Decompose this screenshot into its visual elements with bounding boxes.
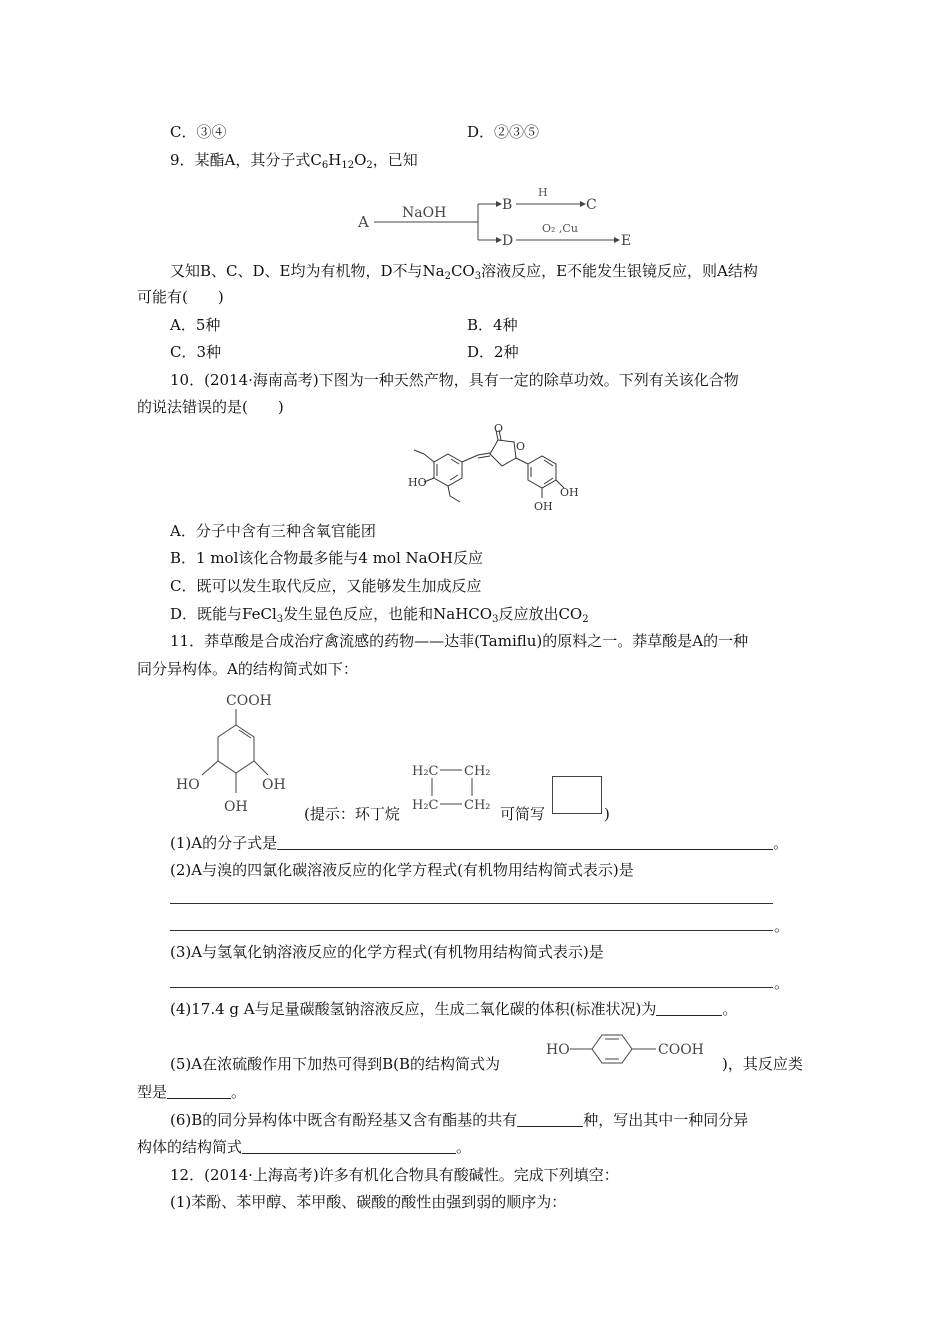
cyclobutane-structure xyxy=(410,758,500,820)
q11-part-2: (2)A与溴的四氯化碳溶液反应的化学方程式(有机物用结构简式表示)是 xyxy=(170,861,634,879)
q11-stem-1: 11．莽草酸是合成治疗禽流感的药物——达菲(Tamiflu)的原料之一。莽草酸是A的一种 xyxy=(170,632,749,650)
q10-option-d: D．既能与FeCl$_3$发生显色反应，也能和NaHCO$_3$反应放出$CO_2$ xyxy=(170,605,589,625)
q9-option-a: A．5种 xyxy=(170,316,221,334)
q11-part-6-c: 构体的结构简式 。 xyxy=(137,1138,472,1156)
b-cooh-label: COOH xyxy=(658,1042,704,1058)
q11-stem-2: 同分异构体。A的结构简式如下： xyxy=(137,660,358,678)
cyclo-bottom-left: H₂C xyxy=(412,798,439,813)
q9-text3: 可能有( ) xyxy=(137,288,224,306)
q11-part-5-a: (5)A在浓硫酸作用下加热可得到B(B的结构简式为 xyxy=(170,1055,500,1073)
q9-option-c: C．3种 xyxy=(170,343,222,361)
reaction-scheme xyxy=(350,180,650,252)
bottom-oh-label: OH xyxy=(534,500,553,513)
square-shorthand xyxy=(552,776,602,814)
scheme-o2cu: O₂ ,Cu xyxy=(542,222,578,235)
oh-right-label: OH xyxy=(262,777,286,793)
compound-b-structure xyxy=(544,1031,722,1067)
q9-text2: 又知B、C、D、E均为有机物，D不与$Na_2CO_3$溶液反应，E不能发生银镜反应，则A结构 xyxy=(170,262,758,282)
lactone-carbonyl-o: O xyxy=(494,422,504,435)
hint-text-a: (提示：环丁烷 xyxy=(304,805,400,823)
q11-part-5-c: 型是 。 xyxy=(137,1083,247,1101)
scheme-c: C xyxy=(586,197,597,213)
answer-line xyxy=(170,903,773,904)
scheme-a: A xyxy=(358,213,369,231)
compound-a-structure xyxy=(170,685,300,820)
q11-part-1: (1)A的分子式是 。 xyxy=(170,834,789,852)
cyclo-top-left: H₂C xyxy=(412,764,439,779)
cyclo-bottom-right: CH₂ xyxy=(464,798,491,813)
scheme-d: D xyxy=(502,233,514,249)
scheme-h: H xyxy=(538,186,548,199)
answer-line xyxy=(170,930,773,931)
q8-option-d: D．②③⑤ xyxy=(467,123,540,141)
q11-part-4: (4)17.4 g A与足量碳酸氢钠溶液反应，生成二氧化碳的体积(标准状况)为 。 xyxy=(170,1000,738,1018)
cyclo-top-right: CH₂ xyxy=(464,764,491,779)
q12-part-1: (1)苯酚、苯甲醇、苯甲酸、碳酸的酸性由强到弱的顺序为： xyxy=(170,1193,567,1211)
q12-stem: 12．(2014·上海高考)许多有机化合物具有酸碱性。完成下列填空： xyxy=(170,1166,619,1184)
answer-line xyxy=(170,987,773,988)
q11-part-2-period: 。 xyxy=(774,917,790,935)
ho-label: HO xyxy=(176,777,200,793)
left-ho-label: HO xyxy=(408,476,427,489)
q11-part-3: (3)A与氢氧化钠溶液反应的化学方程式(有机物用结构简式表示)是 xyxy=(170,943,604,961)
q10-stem-1: 10．(2014·海南高考)下图为一种天然产物，具有一定的除草功效。下列有关该化合物 xyxy=(170,371,739,389)
cooh-label: COOH xyxy=(226,693,272,709)
scheme-b: B xyxy=(502,197,513,213)
q11-part-6-a: (6)B的同分异构体中既含有酚羟基又含有酯基的共有 种，写出其中一种同分异 xyxy=(170,1111,749,1129)
natural-product-structure xyxy=(398,420,588,516)
oh-bottom-label: OH xyxy=(224,799,248,815)
q9-stem: 9．某酯A，其分子式$C_6H_{12}O_2$，已知 xyxy=(170,151,418,171)
b-ho-label: HO xyxy=(546,1042,570,1058)
q10-stem-2: 的说法错误的是( ) xyxy=(137,398,284,416)
q9-option-b: B．4种 xyxy=(467,316,518,334)
q8-option-c: C．③④ xyxy=(170,123,227,141)
q9-option-d: D．2种 xyxy=(467,343,519,361)
q11-part-5-b: )，其反应类 xyxy=(722,1055,803,1073)
q10-option-b: B．1 mol该化合物最多能与4 mol NaOH反应 xyxy=(170,549,483,567)
q10-option-c: C．既可以发生取代反应，又能够发生加成反应 xyxy=(170,577,482,595)
lactone-ring-o: O xyxy=(516,440,526,453)
q11-part-3-period: 。 xyxy=(774,974,790,992)
q10-option-a: A．分子中含有三种含氧官能团 xyxy=(170,522,376,540)
hint-text-c: ) xyxy=(604,805,610,823)
right-oh-label: OH xyxy=(560,486,579,499)
scheme-e: E xyxy=(621,233,632,249)
hint-text-b: 可简写 xyxy=(500,805,546,823)
scheme-naoh: NaOH xyxy=(402,205,447,221)
